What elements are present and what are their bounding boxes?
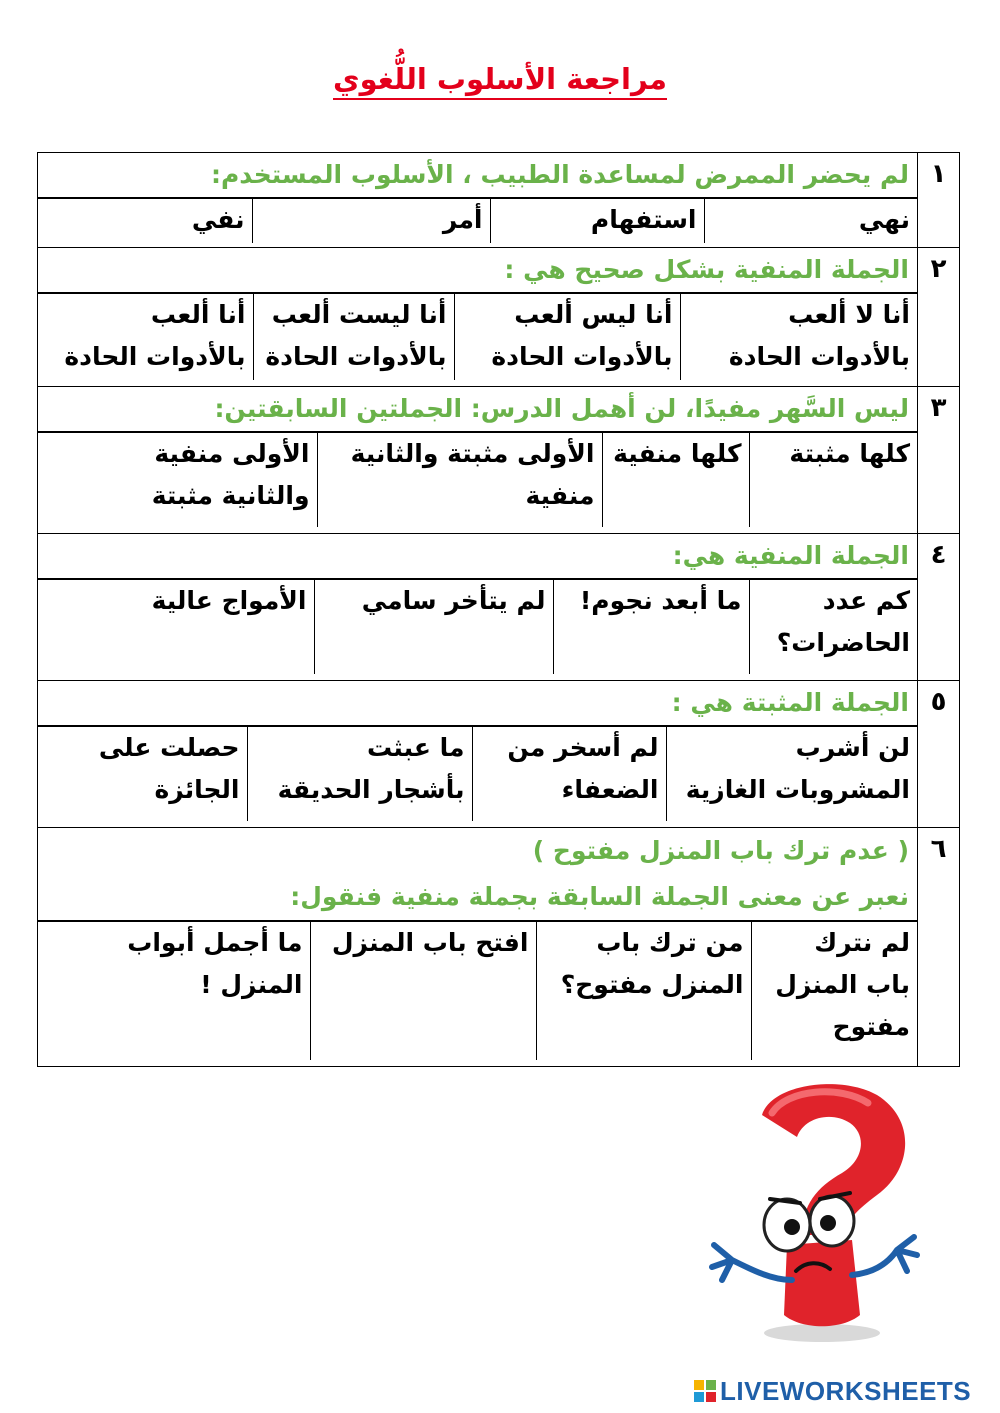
- option-1[interactable]: كم عدد الحاضرات؟: [749, 580, 917, 674]
- option-2[interactable]: لم أسخر من الضعفاء: [472, 727, 666, 821]
- question-number: ٦: [918, 828, 960, 1067]
- worksheet-table: [37, 152, 960, 1067]
- question-mark-character-icon: [692, 1075, 932, 1345]
- option-1[interactable]: أنا لا ألعب بالأدوات الحادة: [680, 294, 917, 380]
- question-number: ١: [918, 153, 960, 248]
- option-3[interactable]: أمر: [252, 199, 490, 243]
- option-3[interactable]: أنا ليست ألعب بالأدوات الحادة: [253, 294, 454, 380]
- options-row: [38, 293, 917, 380]
- question-row-5: [38, 681, 960, 828]
- question-prompt: ( عدم ترك باب المنزل مفتوح ) نعبر عن معنى الجملة السابقة بجملة منفية فنقول:: [38, 828, 917, 921]
- question-row-6: [38, 828, 960, 1067]
- options-row: [38, 432, 917, 527]
- question-number: ٤: [918, 534, 960, 681]
- option-2[interactable]: من ترك باب المنزل مفتوح؟: [536, 922, 751, 1060]
- option-3[interactable]: ما عبثت بأشجار الحديقة: [247, 727, 472, 821]
- option-1[interactable]: كلها مثبتة: [749, 433, 917, 527]
- question-row-3: [38, 387, 960, 534]
- option-4[interactable]: أنا ألعب بالأدوات الحادة: [38, 294, 253, 380]
- question-row-1: [38, 153, 960, 248]
- question-prompt: لم يحضر الممرض لمساعدة الطبيب ، الأسلوب المستخدم:: [38, 153, 917, 198]
- question-prompt: الجملة المثبتة هي :: [38, 681, 917, 726]
- option-2[interactable]: استفهام: [490, 199, 704, 243]
- question-prompt: الجملة المنفية بشكل صحيح هي :: [38, 248, 917, 293]
- question-number: ٣: [918, 387, 960, 534]
- option-3[interactable]: افتح باب المنزل: [310, 922, 536, 1060]
- option-1[interactable]: لم نترك باب المنزل مفتوح: [751, 922, 917, 1060]
- option-1[interactable]: نهي: [704, 199, 917, 243]
- question-number: ٢: [918, 248, 960, 387]
- option-2[interactable]: كلها منفية: [602, 433, 749, 527]
- option-4[interactable]: نفي: [38, 199, 252, 243]
- option-4[interactable]: حصلت على الجائزة: [38, 727, 247, 821]
- option-2[interactable]: أنا ليس ألعب بالأدوات الحادة: [454, 294, 680, 380]
- options-row: [38, 198, 917, 243]
- option-4[interactable]: الأولى منفية والثانية مثبتة: [38, 433, 317, 527]
- page-title: مراجعة الأسلوب اللُّغوي: [0, 62, 1000, 96]
- question-prompt: ليس السَّهر مفيدًا، لن أهمل الدرس: الجملتين السابقتين:: [38, 387, 917, 432]
- question-prompt: الجملة المنفية هي:: [38, 534, 917, 579]
- option-3[interactable]: لم يتأخر سامي: [314, 580, 553, 674]
- liveworksheets-logo-icon: [694, 1380, 716, 1402]
- option-4[interactable]: ما أجمل أبواب المنزل !: [38, 922, 310, 1060]
- brand-name: LIVEWORKSHEETS: [720, 1375, 972, 1406]
- brand-footer: [694, 1376, 971, 1406]
- question-number: ٥: [918, 681, 960, 828]
- option-2[interactable]: ما أبعد نجوم!: [553, 580, 749, 674]
- option-1[interactable]: لن أشرب المشروبات الغازية: [666, 727, 917, 821]
- question-row-2: [38, 248, 960, 387]
- option-3[interactable]: الأولى مثبتة والثانية منفية: [317, 433, 602, 527]
- options-row: [38, 921, 917, 1060]
- options-row: [38, 726, 917, 821]
- option-4[interactable]: الأمواج عالية: [38, 580, 314, 674]
- question-row-4: [38, 534, 960, 681]
- options-row: [38, 579, 917, 674]
